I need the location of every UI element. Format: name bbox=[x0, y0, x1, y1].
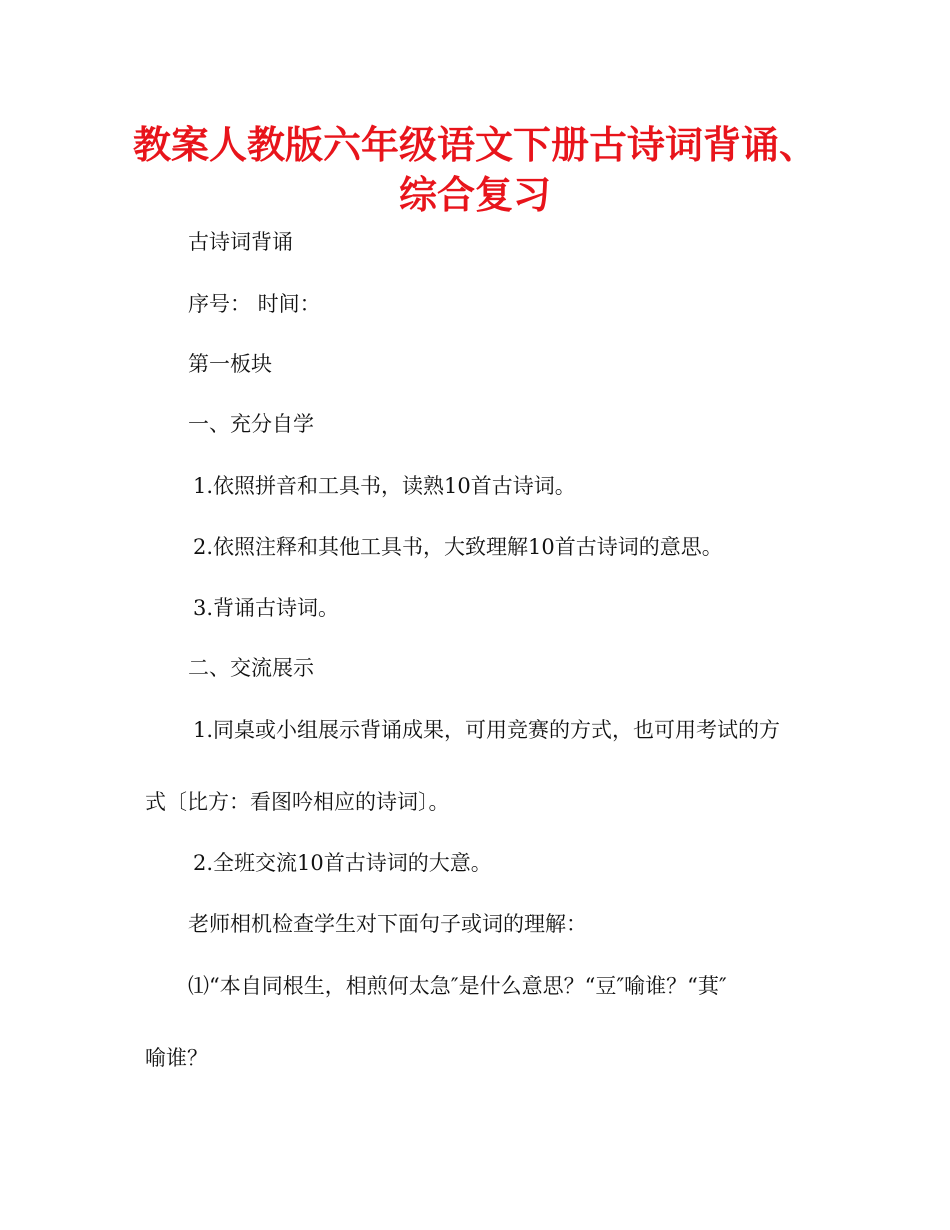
list-item: 1.依照拼音和工具书，读熟10首古诗词。 bbox=[193, 474, 576, 498]
list-item: 2.全班交流10首古诗词的大意。 bbox=[193, 851, 492, 875]
question-item: ⑴“本自同根生，相煎何太急″是什么意思？“豆″喻谁？“萁″ bbox=[188, 974, 727, 998]
question-item-continuation: 喻谁？ bbox=[145, 1046, 208, 1070]
subheading-self-study: 一、充分自学 bbox=[188, 412, 314, 436]
list-item: 1.同桌或小组展示背诵成果，可用竞赛的方式，也可用考试的方 bbox=[193, 718, 781, 742]
subheading-exchange-display: 二、交流展示 bbox=[188, 656, 314, 680]
body-paragraph: 老师相机检查学生对下面句子或词的理解： bbox=[188, 912, 587, 936]
document-title-line-1: 教案人教版六年级语文下册古诗词背诵、 bbox=[132, 123, 817, 167]
section-heading-poetry-recitation: 古诗词背诵 bbox=[188, 230, 293, 254]
section-heading-block-one: 第一板块 bbox=[188, 352, 272, 376]
list-item: 3.背诵古诗词。 bbox=[193, 596, 340, 620]
number-time-line: 序号： 时间： bbox=[188, 292, 321, 316]
document-title-line-2: 综合复习 bbox=[398, 173, 551, 217]
list-item: 2.依照注释和其他工具书，大致理解10首古诗词的意思。 bbox=[193, 535, 723, 559]
list-item-continuation: 式〔比方：看图吟相应的诗词〕。 bbox=[145, 790, 450, 814]
